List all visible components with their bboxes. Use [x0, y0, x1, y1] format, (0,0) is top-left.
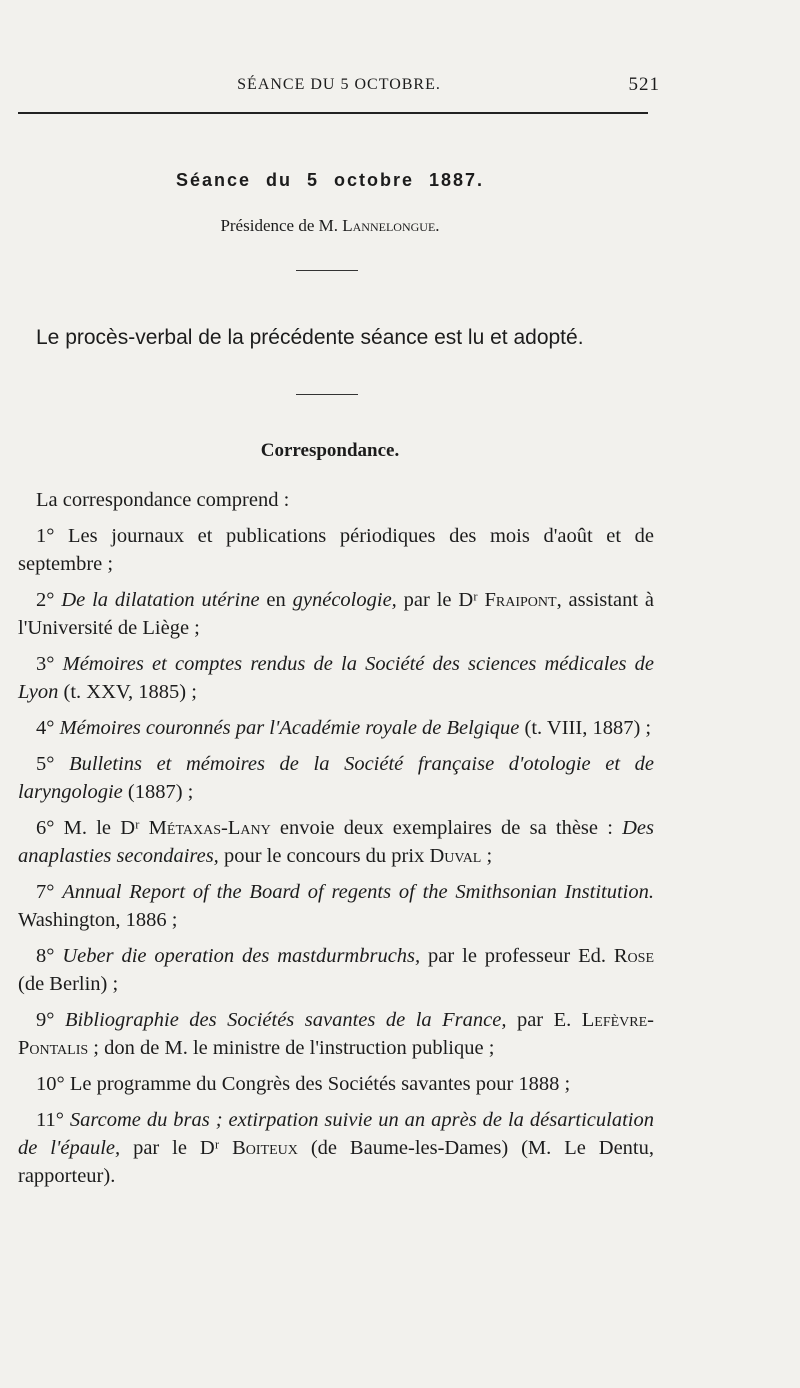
- presidence-line: [0, 216, 660, 236]
- presidence-prefix: Présidence de M.: [220, 216, 343, 235]
- correspondance-heading: Correspondance.: [260, 440, 400, 461]
- section-rule: [296, 270, 358, 271]
- list-item: 3° Mémoires et comptes rendus de la Société des sciences médicales de Lyon (t. XXV, 1885) ;: [18, 653, 654, 703]
- proces-verbal-text: Le procès-verbal de la précédente séance est lu et adopté.: [36, 326, 584, 349]
- header-rule: [18, 112, 648, 114]
- running-head-title: SÉANCE DU 5 OCTOBRE.: [237, 76, 441, 93]
- list-item: 6° M. le Dʳ Métaxas-Lany envoie deux exemplaires de sa thèse : Des anaplasties secondaires, pour le concours du prix Duval ;: [18, 817, 654, 867]
- list-item: 1° Les journaux et publications périodiques des mois d'août et de septembre ;: [18, 525, 654, 575]
- seance-title: Séance du 5 octobre 1887.: [175, 170, 485, 190]
- list-item: 9° Bibliographie des Sociétés savantes de la France, par E. Lefèvre-Pontalis ; don de M. le ministre de l'instruction publique ;: [18, 1009, 654, 1059]
- list-item: 4° Mémoires couronnés par l'Académie royale de Belgique (t. VIII, 1887) ;: [36, 717, 652, 739]
- running-head: [18, 76, 660, 100]
- list-item: 10° Le programme du Congrès des Sociétés savantes pour 1888 ;: [36, 1073, 571, 1095]
- page-number: 521: [628, 74, 660, 95]
- correspondance-body: [18, 486, 654, 1190]
- list-item: 5° Bulletins et mémoires de la Société française d'otologie et de laryngologie (1887) ;: [18, 753, 654, 803]
- presidence-suffix: .: [435, 216, 440, 235]
- list-item: 7° Annual Report of the Board of regents of the Smithsonian Institution. Washington, 1886 ;: [18, 881, 654, 931]
- section-rule: [296, 394, 358, 395]
- list-item: 11° Sarcome du bras ; extirpation suivie un an après de la désarticulation de l'épaule, par le Dʳ Boiteux (de Baume-les-Dames) (M. Le Dentu, rapporteur).: [18, 1109, 654, 1187]
- president-name: Lannelongue: [342, 216, 436, 235]
- correspondance-lead: La correspondance comprend :: [36, 489, 290, 511]
- list-item: 2° De la dilatation utérine en gynécologie, par le Dʳ Fraipont, assistant à l'Université de Liège ;: [18, 589, 654, 639]
- list-item: 8° Ueber die operation des mastdurmbruchs, par le professeur Ed. Rose (de Berlin) ;: [18, 945, 654, 995]
